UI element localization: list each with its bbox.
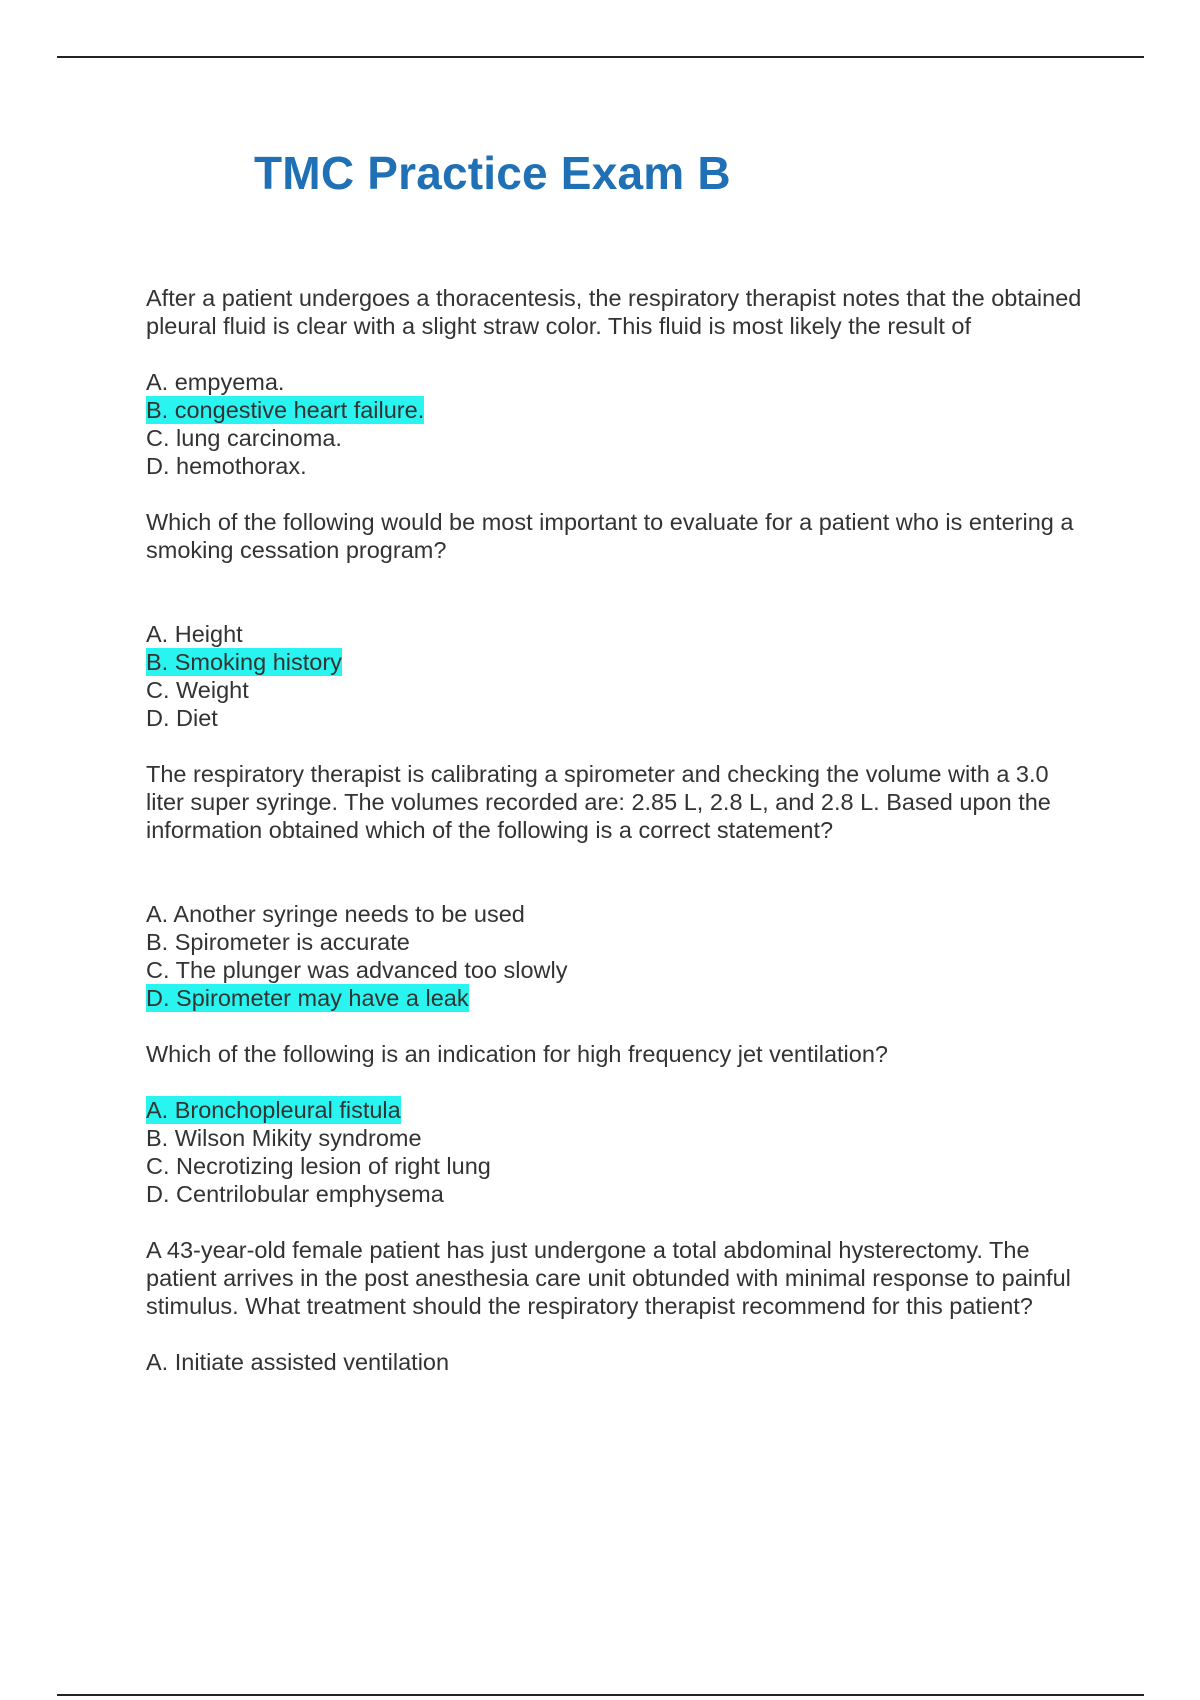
answer-option <box>146 424 1086 452</box>
answer-option <box>146 956 1086 984</box>
answer-option-highlighted <box>146 396 1086 424</box>
answer-option <box>146 1180 1086 1208</box>
question-1 <box>146 284 1086 480</box>
question-list <box>146 284 1086 1376</box>
answer-option <box>146 452 1086 480</box>
question-4 <box>146 1040 1086 1208</box>
bottom-rule <box>57 1694 1144 1696</box>
answer-option-text: C. Necrotizing lesion of right lung <box>146 1153 491 1179</box>
answer-option-text: A. empyema. <box>146 369 285 395</box>
answer-option <box>146 676 1086 704</box>
answer-option-text: A. Height <box>146 621 243 647</box>
answer-option-text: A. Another syringe needs to be used <box>146 901 525 927</box>
question-stem: Which of the following is an indication for high frequency jet ventilation? <box>146 1041 888 1067</box>
question-stem: After a patient undergoes a thoracentesis, the respiratory therapist notes that the obtained pleural fluid is clear with a slight straw color. This fluid is most likely the result of <box>146 285 1082 339</box>
answer-option <box>146 620 1086 648</box>
answer-option-highlighted <box>146 648 1086 676</box>
top-rule <box>57 56 1144 58</box>
answer-options <box>146 1096 1086 1208</box>
answer-options <box>146 368 1086 480</box>
answer-option-text: A. Bronchopleural fistula <box>146 1097 401 1123</box>
answer-option-text: B. congestive heart failure. <box>146 397 425 423</box>
answer-option <box>146 900 1086 928</box>
question-3 <box>146 760 1086 1012</box>
answer-option-text: B. Wilson Mikity syndrome <box>146 1125 422 1151</box>
answer-option-text: D. Diet <box>146 705 218 731</box>
answer-option-text: B. Smoking history <box>146 649 342 675</box>
answer-option-text: C. Weight <box>146 677 249 703</box>
answer-options <box>146 1348 1086 1376</box>
answer-option <box>146 928 1086 956</box>
answer-option <box>146 1152 1086 1180</box>
answer-option-text: D. Spirometer may have a leak <box>146 985 469 1011</box>
answer-option-text: A. Initiate assisted ventilation <box>146 1349 450 1375</box>
answer-option-text: C. lung carcinoma. <box>146 425 342 451</box>
answer-options <box>146 620 1086 732</box>
answer-option-highlighted <box>146 1096 1086 1124</box>
question-2 <box>146 508 1086 732</box>
answer-options <box>146 900 1086 1012</box>
answer-option <box>146 1124 1086 1152</box>
answer-option-highlighted <box>146 984 1086 1012</box>
answer-option-text: B. Spirometer is accurate <box>146 929 410 955</box>
answer-option-text: C. The plunger was advanced too slowly <box>146 957 568 983</box>
answer-option <box>146 368 1086 396</box>
question-stem: Which of the following would be most important to evaluate for a patient who is entering a smoking cessation program? <box>146 509 1074 563</box>
page-title: TMC Practice Exam B <box>254 147 731 199</box>
answer-option-text: D. Centrilobular emphysema <box>146 1181 444 1207</box>
question-5 <box>146 1236 1086 1376</box>
answer-option <box>146 1348 1086 1376</box>
question-stem: The respiratory therapist is calibrating a spirometer and checking the volume with a 3.0 liter super syringe. The volumes recorded are: 2.85 L, 2.8 L, and 2.8 L. Based upon the information obtained which of the following is a correct statement? <box>146 761 1051 843</box>
answer-option-text: D. hemothorax. <box>146 453 307 479</box>
answer-option <box>146 704 1086 732</box>
question-stem: A 43-year-old female patient has just undergone a total abdominal hysterectomy. The patient arrives in the post anesthesia care unit obtunded with minimal response to painful stimulus. What treatment should the respiratory therapist recommend for this patient? <box>146 1237 1071 1319</box>
